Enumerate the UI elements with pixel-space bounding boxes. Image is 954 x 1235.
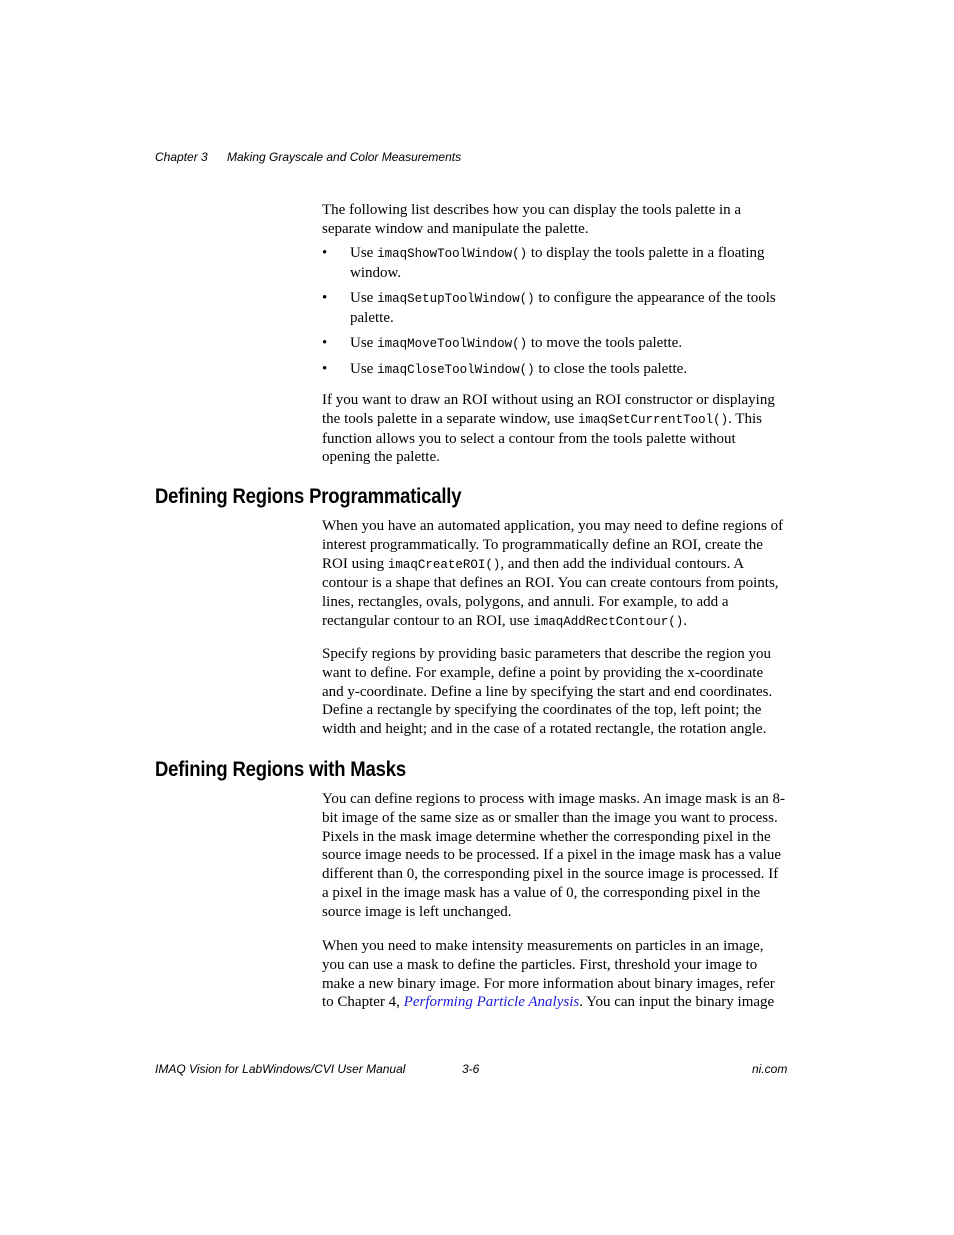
chapter-label: Chapter 3 [155, 150, 208, 164]
section-heading-programmatic: Defining Regions Programmatically [155, 485, 462, 508]
function-name: imaqCloseToolWindow() [377, 363, 535, 378]
footer-manual-title: IMAQ Vision for LabWindows/CVI User Manual [155, 1062, 406, 1076]
list-item: • Use imaqCloseToolWindow() to close the tools palette. [322, 361, 688, 378]
roi-paragraph: If you want to draw an ROI without using an ROI constructor or displaying the tools palette in a separate window, use imaqSetCurrentTool(). This function allows you to select a contour from the tools palette without opening the palette. [322, 392, 775, 466]
list-item: • Use imaqShowToolWindow() to display the tools palette in a floating window. [322, 245, 765, 281]
function-name: imaqAddRectContour() [533, 614, 684, 629]
list-item: • Use imaqSetupToolWindow() to configure the appearance of the tools palette. [322, 290, 776, 326]
masks-paragraph-2: When you need to make intensity measurements on particles in an image, you can use a mask to define the particles. First, threshold your image to make a new binary image. For more information about binary images, refer to Chapter 4, Performing Particle Analysis. You can input the binary image [322, 938, 775, 1011]
list-item: • Use imaqMoveToolWindow() to move the tools palette. [322, 335, 683, 352]
footer-site: ni.com [752, 1062, 788, 1076]
tool-window-list [322, 244, 787, 380]
particle-analysis-link[interactable]: Performing Particle Analysis [403, 994, 580, 1011]
section-heading-masks: Defining Regions with Masks [155, 758, 406, 781]
bullet-glyph: • [322, 335, 328, 352]
function-name: imaqShowToolWindow() [377, 247, 528, 261]
bullet-glyph: • [322, 245, 328, 261]
masks-paragraph-1: You can define regions to process with image masks. An image mask is an 8-bit image of the same size as or smaller than the image you want to process. Pixels in the mask image determine whether the corresponding pixel in the source image needs to be processed. If a pixel in the image mask has a value different than 0, the corresponding pixel in the source image is processed. If a pixel in the image mask has a value of 0, the corresponding pixel in the source image is left unchanged. [322, 791, 785, 920]
function-name: imaqMoveToolWindow() [377, 337, 528, 352]
running-header [155, 150, 461, 164]
programmatic-paragraph-2: Specify regions by providing basic parameters that describe the region you want to define. For example, define a point by providing the x-coordinate and y-coordinate. Define a line by specifying the start and end coordinates. Define a rectangle by specifying the coordinates of the top, left point; the width and height; and in the case of a rotated rectangle, the rotation angle. [322, 646, 773, 738]
bullet-glyph: • [322, 290, 328, 307]
chapter-title: Making Grayscale and Color Measurements [227, 150, 462, 164]
programmatic-paragraph-1: When you have an automated application, you may need to define regions of interest programmatically. To programmatically define an ROI, create the ROI using imaqCreateROI(), and then add the individual contours. A contour is a shape that defines an ROI. You can create contours from points, lines, rectangles, ovals, polygons, and annuli. For example, to add a rectangular contour to an ROI, use imaqAddRectContour(). [322, 518, 784, 629]
function-name: imaqCreateROI() [387, 557, 501, 572]
footer-page-number: 3-6 [462, 1062, 480, 1076]
intro-paragraph: The following list describes how you can display the tools palette in a separate window and manipulate the palette. [322, 202, 742, 237]
function-name: imaqSetupToolWindow() [377, 292, 535, 307]
function-name: imaqSetCurrentTool() [578, 412, 729, 427]
bullet-glyph: • [322, 361, 328, 378]
